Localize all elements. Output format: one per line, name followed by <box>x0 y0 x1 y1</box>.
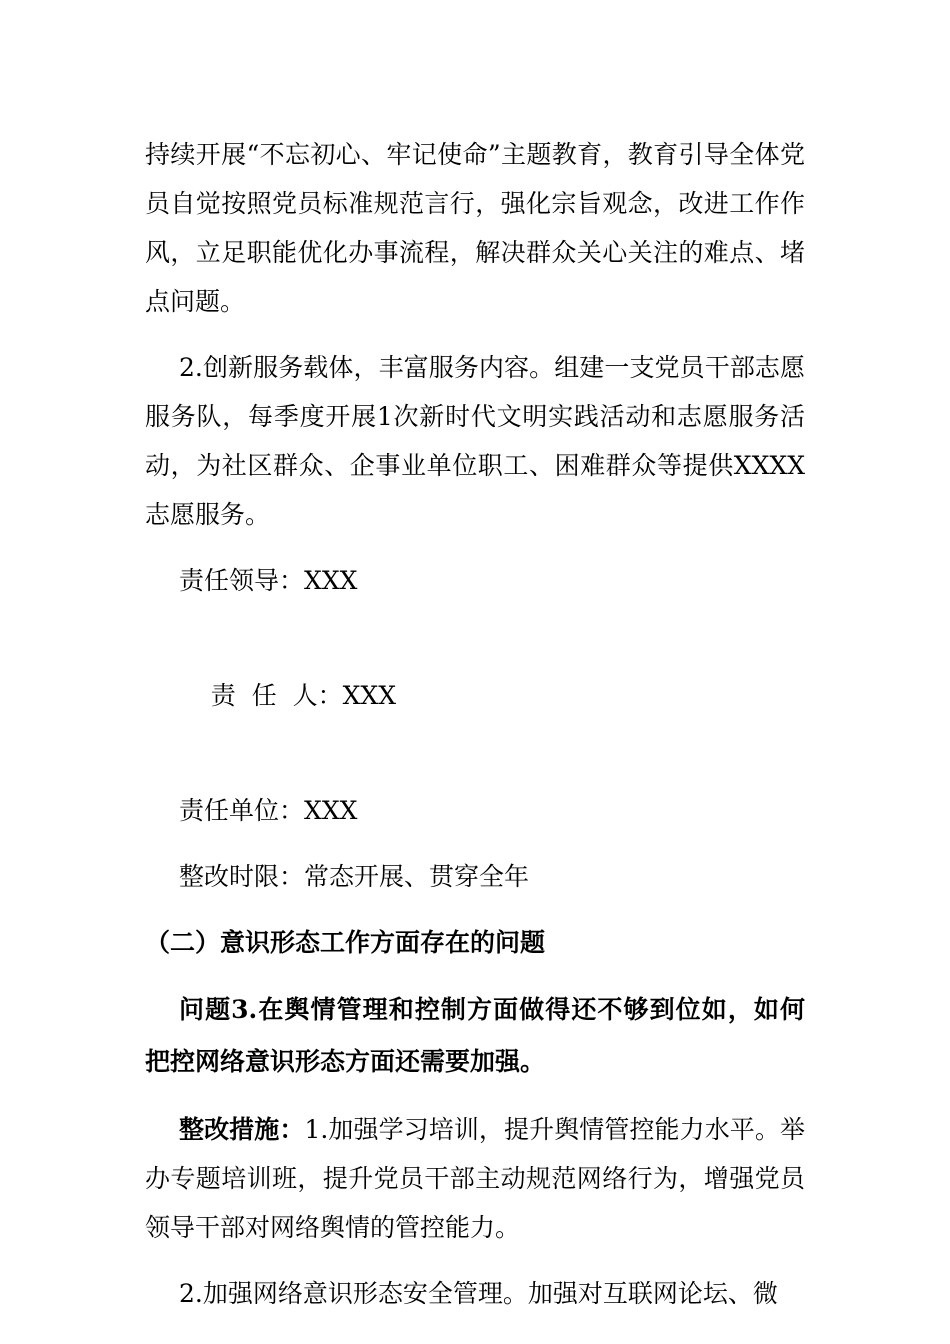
rectification-measures <box>145 1105 805 1252</box>
rectification-deadline-label: 整改时限： <box>179 862 305 891</box>
rectification-deadline <box>179 852 805 901</box>
responsible-person-label: 责 任 人： <box>210 681 343 710</box>
section-heading: （二）意识形态工作方面存在的问题 <box>145 928 546 957</box>
paragraph-theme-education: 持续开展“不忘初心、牢记使命”主题教育，教育引导全体党员自觉按照党员标准规范言行，强化宗旨观念，改进工作作风，立足职能优化办事流程，解决群众关心关注的难点、堵点问题。 <box>145 140 805 316</box>
responsible-leader-label: 责任领导： <box>179 566 305 595</box>
document-page <box>145 130 805 1335</box>
paragraph-network-security: 2.加强网络意识形态安全管理。加强对互联网论坛、微 <box>179 1279 778 1308</box>
responsible-person <box>179 622 805 769</box>
responsible-leader <box>179 556 805 605</box>
problem-statement: 问题3.在舆情管理和控制方面做得还不够到位如，如何把控网络意识形态方面还需要加强。 <box>145 995 805 1076</box>
responsible-unit-label: 责任单位： <box>179 796 305 825</box>
rectification-measures-label: 整改措施： <box>179 1115 305 1144</box>
responsible-person-value: XXX <box>342 681 396 710</box>
rectification-deadline-value: 常态开展、贯穿全年 <box>304 862 530 891</box>
responsible-unit <box>179 786 805 835</box>
responsible-leader-value: XXX <box>304 566 358 595</box>
rectification-measures-text: 1.加强学习培训，提升舆情管控能力水平。举办专题培训班，提升党员干部主动规范网络行为，增强党员领导干部对网络舆情的管控能力。 <box>145 1115 805 1242</box>
responsible-unit-value: XXX <box>304 796 358 825</box>
paragraph-volunteer-service: 2.创新服务载体，丰富服务内容。组建一支党员干部志愿服务队，每季度开展1次新时代文明实践活动和志愿服务活动，为社区群众、企事业单位职工、困难群众等提供XXXX志愿服务。 <box>145 353 805 529</box>
